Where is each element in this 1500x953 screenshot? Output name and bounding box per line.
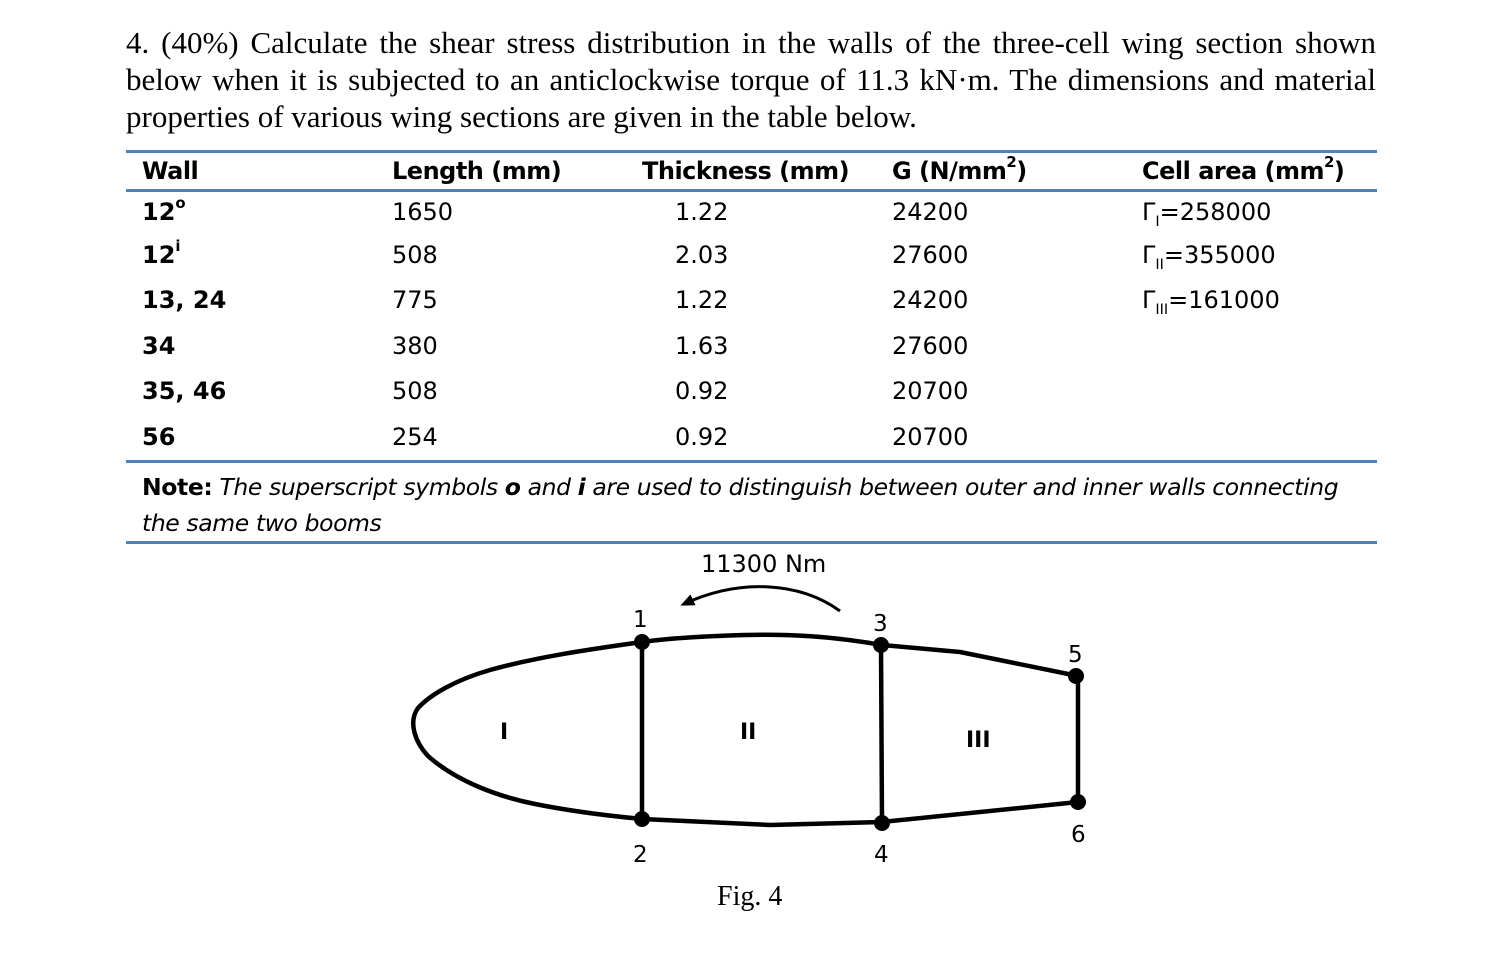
question-text: 4. (40%) Calculate the shear stress distribution in the walls of the three-cell wing section shown below when it is subjected to an anticlockwise torque of 11.3 kN·m. The dimensions and material properties of various wing sections are given in the table below. — [126, 25, 1376, 134]
boom-5 — [1068, 668, 1084, 684]
cell-wall: 13, 24 — [142, 286, 227, 315]
cell-thickness: 1.22 — [675, 198, 729, 226]
cell-thickness: 0.92 — [675, 377, 729, 406]
node-label-6: 6 — [1071, 822, 1086, 848]
table-note: Note: The superscript symbols o and i are used to distinguish between outer and inner walls connecting the same two booms — [126, 463, 1377, 544]
cell-length: 1650 — [392, 198, 454, 226]
cell-shear-modulus: 24200 — [892, 198, 969, 226]
node-label-3: 3 — [873, 611, 888, 637]
cell-wall: 12$^i$ — [142, 236, 181, 269]
node-label-1: 1 — [633, 607, 648, 633]
cell-thickness: 2.03 — [675, 240, 729, 269]
cell-length: 775 — [392, 286, 438, 315]
header-shear-modulus: G $(N/mm^2)$ — [892, 153, 1027, 185]
cell-wall: 12$^o$ — [142, 194, 186, 226]
note-label: Note — [142, 472, 204, 501]
cell-thickness: 1.63 — [675, 331, 729, 360]
cell-area: $\Gamma_{III}=161000$ — [1142, 286, 1280, 319]
cell-wall: 35, 46 — [142, 377, 227, 406]
cell-thickness: 1.22 — [675, 286, 729, 315]
cell-area: $\Gamma_I=258000$ — [1142, 198, 1272, 230]
cell-length: 254 — [392, 422, 438, 451]
boom-3 — [873, 637, 889, 653]
header-wall: Wall — [142, 157, 199, 185]
cell-label-I: I — [500, 720, 509, 745]
boom-1 — [634, 634, 650, 650]
boom-6 — [1070, 794, 1086, 810]
boom-4 — [874, 815, 890, 831]
cell-area: $\Gamma_{II}=355000$ — [1142, 240, 1276, 273]
boom-2 — [634, 811, 650, 827]
cell-shear-modulus: 27600 — [892, 240, 969, 269]
cell-thickness: 0.92 — [675, 422, 729, 451]
node-label-5: 5 — [1068, 642, 1083, 668]
cell-length: 380 — [392, 331, 438, 360]
header-cell-area: Cell area $(mm^2)$ — [1142, 153, 1345, 185]
cell-shear-modulus: 24200 — [892, 286, 969, 315]
cell-shear-modulus: 20700 — [892, 422, 969, 451]
header-thickness: Thickness (mm) — [642, 157, 850, 185]
cell-wall: 56 — [142, 422, 176, 451]
cell-wall: 34 — [142, 331, 176, 360]
spar-34 — [881, 645, 882, 823]
torque-arrow — [684, 587, 840, 611]
cell-shear-modulus: 27600 — [892, 331, 969, 360]
cell-label-II: II — [740, 720, 757, 745]
figure-caption: Fig. 4 — [717, 881, 783, 912]
node-label-4: 4 — [874, 842, 889, 868]
cell-label-III: III — [966, 728, 991, 753]
cell-length: 508 — [392, 377, 438, 406]
torque-label: 11300 Nm — [701, 550, 827, 578]
header-length: Length (mm) — [392, 157, 562, 185]
cell-shear-modulus: 20700 — [892, 377, 969, 406]
cell-length: 508 — [392, 240, 438, 269]
node-label-2: 2 — [633, 842, 648, 868]
